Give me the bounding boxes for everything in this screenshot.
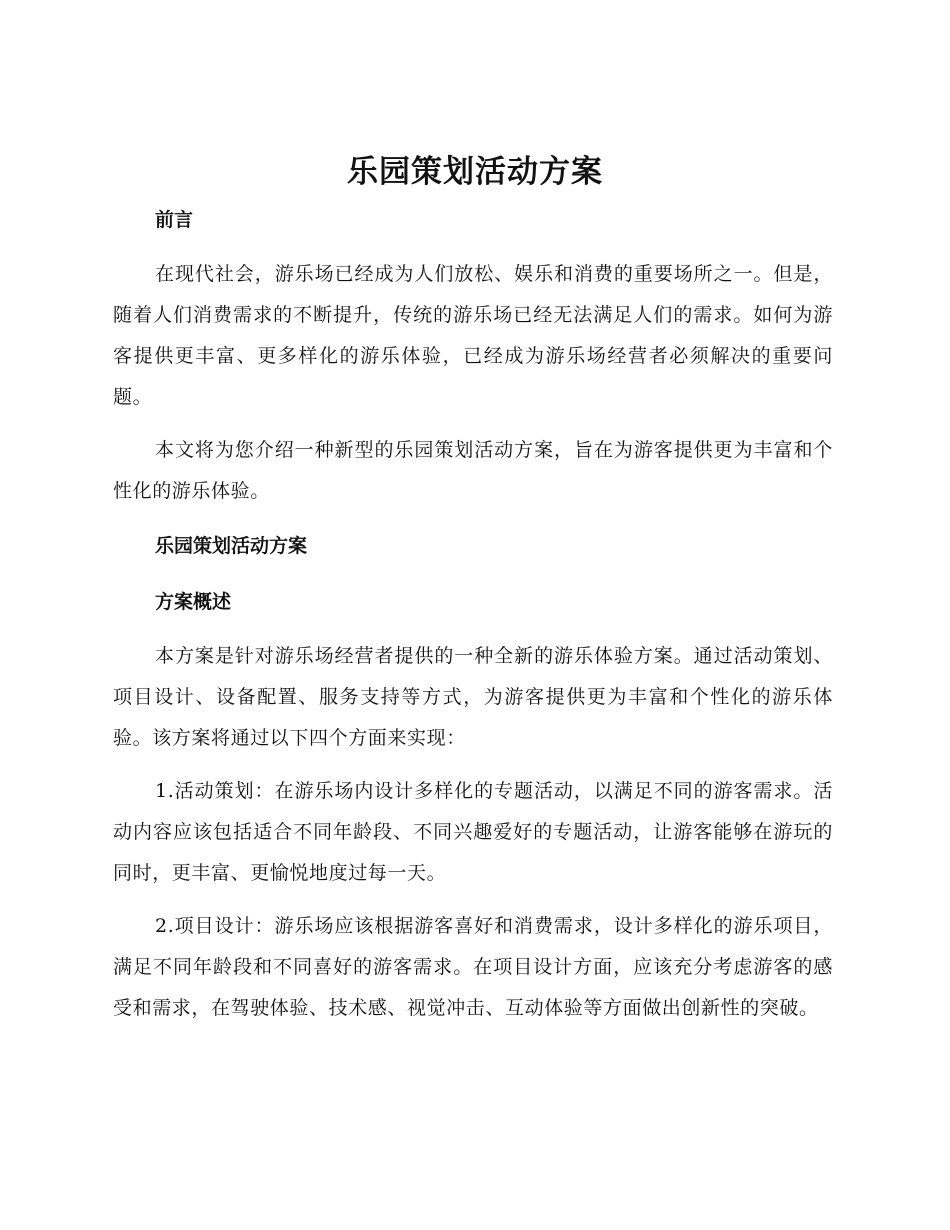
preface-heading: 前言 <box>155 209 194 231</box>
overview-paragraph: 本方案是针对游乐场经营者提供的一种全新的游乐体验方案。通过活动策划、项目设计、设备配置、服务支持等方式，为游客提供更为丰富和个性化的游乐体验。该方案将通过以下四个方面来实现： <box>113 645 833 749</box>
document-title: 乐园策划活动方案 <box>347 154 603 190</box>
preface-paragraph-2: 本文将为您介绍一种新型的乐园策划活动方案，旨在为游客提供更为丰富和个性化的游乐体验。 <box>113 439 833 502</box>
preface-paragraph-1: 在现代社会，游乐场已经成为人们放松、娱乐和消费的重要场所之一。但是，随着人们消费需求的不断提升，传统的游乐场已经无法满足人们的需求。如何为游客提供更丰富、更多样化的游乐体验，已经成为游乐场经营者必须解决的重要问题。 <box>113 263 833 408</box>
plan-heading: 乐园策划活动方案 <box>155 535 308 557</box>
list-item-activity-planning: 1.活动策划：在游乐场内设计多样化的专题活动，以满足不同的游客需求。活动内容应该包括适合不同年龄段、不同兴趣爱好的专题活动，让游客能够在游玩的同时，更丰富、更愉悦地度过每一天。 <box>113 780 833 884</box>
document-body <box>113 198 833 1029</box>
overview-heading: 方案概述 <box>155 591 232 613</box>
list-item-project-design: 2.项目设计：游乐场应该根据游客喜好和消费需求，设计多样化的游乐项目，满足不同年龄段和不同喜好的游客需求。在项目设计方面，应该充分考虑游客的感受和需求，在驾驶体验、技术感、视觉冲击、互动体验等方面做出创新性的突破。 <box>113 915 833 1019</box>
